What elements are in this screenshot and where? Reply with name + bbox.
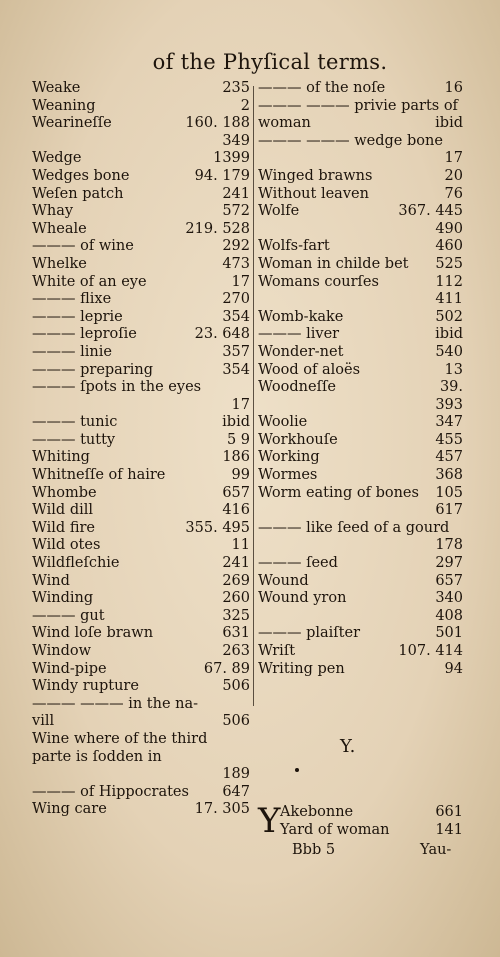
- entry-page: 189: [222, 766, 250, 783]
- entry-term: ——— ——— in the na-: [32, 695, 199, 712]
- index-entry: [258, 608, 463, 626]
- index-entry: [258, 150, 463, 168]
- index-entry: [32, 801, 250, 819]
- entry-page: 39.: [439, 379, 463, 396]
- index-entry: [32, 362, 250, 380]
- index-entry: [32, 749, 250, 767]
- entry-term: woman: [258, 115, 311, 132]
- entry-page: 263: [222, 643, 250, 659]
- entry-term: Wedge: [32, 150, 82, 167]
- entry-page: 241: [222, 185, 250, 202]
- index-entry: [258, 397, 463, 415]
- entry-page: 241: [222, 555, 250, 572]
- index-entry: [32, 502, 250, 520]
- index-entry: [258, 555, 463, 573]
- entry-term: Wonder-net: [258, 343, 344, 360]
- entry-term: Window: [32, 643, 92, 659]
- entry-page: 349: [222, 132, 250, 149]
- entry-term: White of an eye: [32, 273, 147, 290]
- index-entry: [32, 150, 250, 168]
- entry-term: Akebonne: [280, 804, 354, 820]
- entry-term: Wolfe: [258, 203, 300, 220]
- index-entry: [32, 625, 250, 643]
- index-entry: [32, 520, 250, 538]
- entry-term: Wild dill: [32, 502, 94, 519]
- entry-page: 455: [435, 431, 463, 448]
- entry-term: ——— like ſeed of a gourd: [258, 519, 450, 536]
- entry-term: Winding: [32, 590, 94, 607]
- entry-term: Wound yron: [258, 590, 347, 607]
- entry-term: Wearineſſe: [32, 115, 112, 132]
- entry-page: 94: [444, 660, 463, 677]
- entry-page: 325: [222, 607, 250, 624]
- entry-term: Wild otes: [32, 537, 101, 554]
- entry-term: Working: [258, 449, 320, 466]
- entry-page: 647: [222, 783, 250, 800]
- entry-page: 506: [222, 678, 250, 695]
- entry-term: Wheale: [32, 220, 87, 237]
- index-entry: [32, 713, 250, 731]
- entry-term: Windy rupture: [32, 678, 139, 695]
- entry-term: ——— ſeed: [258, 555, 338, 572]
- entry-term: Weake: [32, 80, 81, 96]
- index-entry: [258, 256, 463, 274]
- index-entry: [258, 804, 463, 822]
- entry-page: 501: [435, 625, 463, 642]
- index-entry: [258, 485, 463, 503]
- entry-page: 186: [222, 449, 250, 466]
- entry-page: 292: [222, 238, 250, 255]
- index-entry: [32, 326, 250, 344]
- index-entry: [258, 186, 463, 204]
- entry-term: Wedges bone: [32, 167, 130, 184]
- entry-term: Without leaven: [258, 185, 369, 202]
- left-index-column: [32, 80, 250, 819]
- index-entry: [32, 449, 250, 467]
- index-entry: [32, 344, 250, 362]
- entry-term: Weſen patch: [32, 185, 124, 202]
- entry-term: Writing pen: [258, 660, 345, 677]
- index-entry: [32, 784, 250, 802]
- index-entry: [32, 573, 250, 591]
- entry-page: 347: [435, 414, 463, 431]
- entry-page: 94. 179: [194, 167, 250, 184]
- entry-page: 368: [435, 467, 463, 484]
- entry-term: ——— tunic: [32, 414, 118, 431]
- index-entry: [32, 485, 250, 503]
- entry-term: Yard of woman: [280, 821, 390, 838]
- entry-page: 631: [222, 625, 250, 642]
- entry-page: 525: [435, 255, 463, 272]
- entry-term: Whitneſſe of haire: [32, 467, 166, 484]
- entry-page: 260: [222, 590, 250, 607]
- index-entry: [32, 274, 250, 292]
- entry-page: 473: [222, 255, 250, 272]
- index-entry: [258, 414, 463, 432]
- index-entry: [32, 80, 250, 98]
- index-entry: [258, 590, 463, 608]
- index-entry: [258, 661, 463, 679]
- index-entry: [258, 344, 463, 362]
- index-entry: [258, 291, 463, 309]
- entry-term: Wing care: [32, 801, 107, 818]
- entry-term: Worm eating of bones: [258, 484, 419, 501]
- page-header: of the Phyſical terms.: [152, 50, 388, 74]
- entry-page: 219. 528: [185, 220, 250, 237]
- entry-page: 340: [435, 590, 463, 607]
- entry-page: 269: [222, 572, 250, 589]
- entry-page: ibid: [435, 326, 463, 343]
- index-entry: [258, 133, 463, 151]
- entry-term: Womb-kake: [258, 308, 344, 325]
- entry-term: vill: [32, 713, 55, 730]
- entry-page: 411: [435, 291, 463, 308]
- index-entry: [32, 590, 250, 608]
- index-entry: [258, 362, 463, 380]
- entry-page: 416: [222, 502, 250, 519]
- index-entry: [258, 822, 463, 840]
- entry-term: Wildfleſchie: [32, 555, 120, 572]
- entry-page: 355. 495: [185, 519, 250, 536]
- index-entry: [258, 625, 463, 643]
- entry-page: 178: [435, 537, 463, 554]
- index-entry: [32, 555, 250, 573]
- entry-page: 76: [444, 185, 463, 202]
- index-entry: [258, 326, 463, 344]
- entry-page: 141: [435, 821, 463, 838]
- entry-page: 17. 305: [194, 801, 250, 818]
- entry-term: Wine where of the third: [32, 730, 208, 747]
- entry-term: Wound: [258, 572, 309, 589]
- index-entry: [258, 274, 463, 292]
- index-entry: [258, 309, 463, 327]
- entry-page: 393: [435, 396, 463, 413]
- index-entry: [258, 203, 463, 221]
- catchword: Yau-: [420, 842, 452, 858]
- index-entry: [32, 608, 250, 626]
- entry-page: 105: [435, 484, 463, 501]
- entry-page: 11: [231, 537, 250, 554]
- entry-term: ——— ——— privie parts of: [258, 97, 458, 114]
- entry-page: 661: [435, 804, 463, 820]
- signature-mark: Bbb 5: [292, 842, 336, 858]
- index-entry: [32, 115, 250, 133]
- index-entry: [258, 449, 463, 467]
- entry-term: Wormes: [258, 467, 318, 484]
- entry-term: ——— of the noſe: [258, 80, 386, 96]
- index-entry: [258, 379, 463, 397]
- index-entry: [258, 573, 463, 591]
- entry-page: 67. 89: [203, 660, 250, 677]
- entry-term: ——— flixe: [32, 291, 112, 308]
- index-entry: [258, 643, 463, 661]
- entry-page: 99: [231, 467, 250, 484]
- entry-term: Wind: [32, 572, 70, 589]
- entry-page: 17: [231, 396, 250, 413]
- entry-term: ——— leproſie: [32, 326, 137, 343]
- entry-term: ——— leprie: [32, 308, 123, 325]
- index-entry: [258, 98, 463, 116]
- entry-term: Wolfs-fart: [258, 238, 330, 255]
- index-entry: [258, 238, 463, 256]
- entry-page: 270: [222, 291, 250, 308]
- entry-page: 1399: [213, 150, 250, 167]
- entry-term: parte is ſodden in: [32, 748, 162, 765]
- entry-term: Whay: [32, 203, 74, 220]
- index-entry: [32, 256, 250, 274]
- entry-page: 354: [222, 361, 250, 378]
- entry-term: Whombe: [32, 484, 97, 501]
- entry-page: 17: [231, 273, 250, 290]
- entry-page: 457: [435, 449, 463, 466]
- index-entry: [32, 467, 250, 485]
- entry-page: 572: [222, 203, 250, 220]
- entry-page: 460: [435, 238, 463, 255]
- entry-term: ——— liver: [258, 326, 340, 343]
- index-entry: [258, 221, 463, 239]
- index-entry: [32, 221, 250, 239]
- entry-page: 17: [444, 150, 463, 167]
- index-entry: [258, 520, 463, 538]
- right-index-column: [258, 80, 463, 678]
- index-entry: [32, 168, 250, 186]
- entry-page: 617: [435, 502, 463, 519]
- index-entry: [32, 379, 250, 397]
- entry-term: Wood of aloës: [258, 361, 361, 378]
- entry-term: Wriſt: [258, 643, 296, 659]
- index-entry: [32, 203, 250, 221]
- index-entry: [32, 98, 250, 116]
- entry-page: 16: [444, 80, 463, 96]
- index-entry: [32, 537, 250, 555]
- index-entry: [258, 537, 463, 555]
- index-entry: [32, 133, 250, 151]
- entry-term: Weaning: [32, 97, 96, 114]
- entry-term: ——— of wine: [32, 238, 134, 255]
- entry-page: 13: [444, 361, 463, 378]
- entry-page: ibid: [435, 115, 463, 132]
- entry-term: Wild fire: [32, 519, 95, 536]
- entry-page: 506: [222, 713, 250, 730]
- index-entry: [32, 186, 250, 204]
- entry-page: 112: [435, 273, 463, 290]
- index-entry: [258, 168, 463, 186]
- entry-term: Whiting: [32, 449, 90, 466]
- index-entry: [32, 291, 250, 309]
- index-entry: [32, 661, 250, 679]
- entry-page: 160. 188: [185, 115, 250, 132]
- entry-page: 5 9: [226, 431, 250, 448]
- section-heading-y: Y.: [340, 736, 356, 757]
- entry-page: 297: [435, 555, 463, 572]
- entry-term: Winged brawns: [258, 167, 373, 184]
- column-divider: [253, 86, 254, 706]
- index-entry: [32, 414, 250, 432]
- entry-term: Workhouſe: [258, 431, 338, 448]
- entry-page: 657: [435, 572, 463, 589]
- entry-term: Woolie: [258, 414, 308, 431]
- entry-page: ibid: [222, 414, 250, 431]
- index-entry: [32, 696, 250, 714]
- entry-page: 235: [222, 80, 250, 96]
- index-entry: [32, 643, 250, 661]
- entry-term: Woodneſſe: [258, 379, 336, 396]
- entry-term: Wind-pipe: [32, 660, 107, 677]
- entry-page: 540: [435, 343, 463, 360]
- index-entry: [32, 731, 250, 749]
- index-entry: [32, 397, 250, 415]
- index-entry: [258, 467, 463, 485]
- entry-page: 408: [435, 607, 463, 624]
- entry-term: ——— gut: [32, 607, 105, 624]
- entry-page: 490: [435, 220, 463, 237]
- entry-page: 20: [444, 167, 463, 184]
- drop-cap-y: Y: [258, 801, 281, 841]
- index-entry: [258, 80, 463, 98]
- index-entry: [32, 766, 250, 784]
- entry-page: 2: [240, 97, 250, 114]
- entry-term: ——— tutty: [32, 431, 116, 448]
- entry-term: ——— ——— wedge bone: [258, 132, 443, 149]
- entry-page: 357: [222, 343, 250, 360]
- index-entry: [32, 678, 250, 696]
- entry-term: Woman in childe bet: [258, 255, 409, 272]
- index-entry: [32, 432, 250, 450]
- entry-term: ——— preparing: [32, 361, 154, 378]
- entry-page: 657: [222, 484, 250, 501]
- entry-term: ——— linie: [32, 343, 112, 360]
- index-entry: [32, 238, 250, 256]
- entry-page: 367. 445: [398, 203, 463, 220]
- section-y-entries: [258, 801, 463, 841]
- index-entry: [258, 502, 463, 520]
- entry-page: 23. 648: [194, 326, 250, 343]
- entry-page: 502: [435, 308, 463, 325]
- index-entry: [32, 309, 250, 327]
- entry-page: 107. 414: [398, 643, 463, 659]
- ornament-dot: [295, 768, 299, 772]
- entry-term: ——— of Hippocrates: [32, 783, 189, 800]
- entry-term: Wind loſe brawn: [32, 625, 154, 642]
- entry-term: Whelke: [32, 255, 87, 272]
- entry-term: ——— plaiſter: [258, 625, 361, 642]
- index-entry: [258, 115, 463, 133]
- index-entry: [258, 432, 463, 450]
- entry-term: ——— ſpots in the eyes: [32, 379, 202, 396]
- entry-term: Womans courſes: [258, 273, 379, 290]
- entry-page: 354: [222, 308, 250, 325]
